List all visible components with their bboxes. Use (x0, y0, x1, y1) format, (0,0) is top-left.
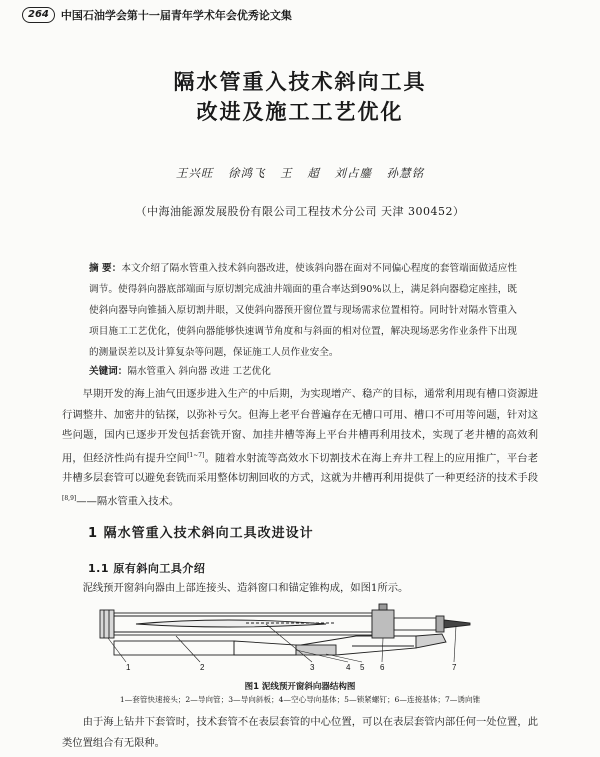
affiliation: （中海油能源发展股份有限公司工程技术分公司 天津 300452） (135, 205, 465, 218)
journal-title: 中国石油学会第十一届青年学术年会优秀论文集 (60, 9, 292, 22)
abstract (89, 258, 517, 363)
section-1-1-paragraph: 泥线预开窗斜向器由上部连接头、造斜窗口和锚定锥构成，如图1所示。 (82, 582, 409, 594)
citation-1: [1~7] (187, 451, 205, 459)
intro-text-1: 早期开发的海上油气田逐步进入生产的中后期，为实现增产、稳产的目标，通常利用现有槽口资源进行调整井、加密井的钻探，以弥补亏欠。但海上老平台普遍存在无槽口可用、槽口不可用等问题，针对这些问题，国内已逐步开发包括套铣开窗、加挂井槽等海上平台井槽再利用技术，实现了老井槽的高效利用，但经济性尚有提升空间 (62, 388, 538, 464)
running-header (22, 6, 582, 24)
section-1-heading: 1 隔水管重入技术斜向工具改进设计 (88, 526, 314, 541)
callout-1: 1 (126, 663, 131, 672)
abstract-label: 摘 要： (89, 263, 122, 274)
figure-caption: 图1 泥线预开窗斜向器结构图 (244, 682, 356, 692)
intro-text-3: ——隔水管重入技术。 (76, 495, 180, 508)
callout-4: 4 (346, 663, 351, 672)
keywords-text: 隔水管重入 斜向器 改进 工艺优化 (127, 366, 271, 377)
whipstock-drawing (100, 604, 470, 662)
abstract-text: 本文介绍了隔水管重入技术斜向器改进，使该斜向器在面对不同偏心程度的套管端面做适应性调节。使得斜向器底部端面与原切割完成油井端面的重合率达到90%以上，满足斜向器稳定座挂，既使斜向器导向锥插入原切割井眼，又使斜向器预开窗位置与现场需求位置相符。同时针对隔水管重入项目施工工艺优化，使斜向器能够快速调节角度和与斜面的相对位置，解决现场恶劣作业条件下出现的测量误差以及计算复杂等问题，保证施工人员作业安全。 (89, 263, 518, 358)
closing-paragraph: 由于海上钻井下套管时，技术套管不在表层套管的中心位置，可以在表层套管内部任何一处位置，此类位置组合有无限种。 (62, 716, 538, 749)
citation-2: [8,9] (62, 494, 77, 502)
section-1-1-heading: 1.1 原有斜向工具介绍 (88, 562, 206, 575)
keywords (89, 363, 517, 377)
callout-5: 5 (360, 663, 365, 672)
callout-7: 7 (452, 663, 457, 672)
keywords-label: 关键词： (89, 366, 128, 377)
page-number: 264 (22, 7, 55, 23)
figure-legend: 1—套管快速接头；2—导向管；3—导向斜板；4—空心导向基体；5—锁紧螺钉；6—连接基体；7—诱向锥 (119, 695, 481, 704)
paper-title-line-1: 隔水管重入技术斜向工具 (173, 69, 427, 94)
callout-6: 6 (380, 663, 385, 672)
whipstock-structure-figure (96, 596, 476, 672)
callout-3: 3 (310, 663, 315, 672)
intro-paragraph (62, 384, 538, 512)
callout-2: 2 (200, 663, 205, 672)
intro-text-2: 。随着水射流等高效水下切割技术在海上弃井工程上的应用推广，平台老井槽多层套管可以避免套铣而采用整体切割回收的方式，这就为井槽再利用提供了一种更经济的技术手段 (62, 451, 539, 485)
authors: 王兴旺 徐鸿飞 王 超 刘占鏖 孙慧铭 (175, 166, 425, 180)
paper-title-line-2: 改进及施工工艺优化 (196, 99, 404, 124)
